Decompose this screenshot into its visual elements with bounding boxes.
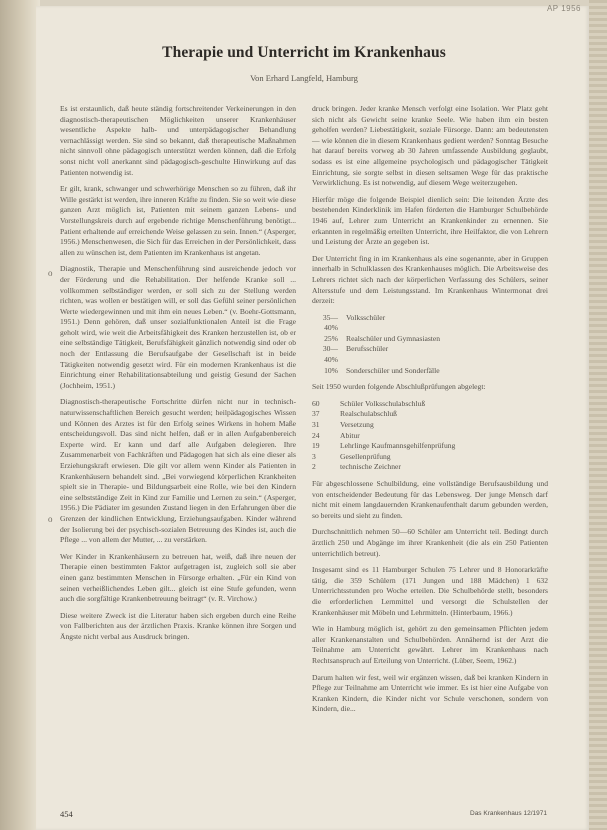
school-type-list xyxy=(312,313,548,377)
list-item xyxy=(312,344,548,365)
paragraph: Es ist erstaunlich, daß heute ständig fortschreitender Verkeinerungen in den diagnostisch-therapeutischen Möglichkeiten unserer Krankenhäuser wesentliche Aspekte halb- und unterpädagogischer Behandlung vernachlässigt werden. Sie sind so bekannt, daß therapeutische Maßnahmen nicht sinnvoll ohne pädagogisch unterstützt werden können, daß die Erfolg sonst nicht voll anerkannt sind pädagogisch-geschulte Hinwirkung auf das Patienten notwendig ist. xyxy=(60,104,296,177)
list-item xyxy=(312,399,548,410)
list-item xyxy=(312,420,548,431)
list-item-count: 2 xyxy=(312,462,316,472)
margin-mark: o xyxy=(48,268,53,278)
list-item-label: Versetzung xyxy=(340,420,374,430)
paragraph: Für abgeschlossene Schulbildung, eine vollständige Berufsausbildung und von entscheidender Bedeutung für das Lebensweg. Der junge Mensch darf nicht mit einem langdauernden Krankenaufenthalt darum gebunden werden, so bereits und sieht zu finden. xyxy=(312,479,548,520)
page-number: 454 xyxy=(60,809,73,819)
list-item-count: 19 xyxy=(312,441,320,451)
margin-mark: o xyxy=(48,514,53,524)
paragraph: Der Unterricht fing in im Krankenhaus als eine sogenannte, aber in Gruppen innerhalb in Schulklassen des Krankenhauses möglich. Die Arbeitsweise des Lehrers richtet sich nach der körperlichen Verfassung des Schülers, seiner Altersstufe und dem Leistungsstand. Im Krankenhaus Wintermonat drei derzeit: xyxy=(312,253,548,306)
paragraph: druck bringen. Jeder kranke Mensch verfolgt eine Isolation. Wer Platz geht sich nicht als Gewicht seine kranke Seele. Wie haben ihm ein besten geholfen werden? Liebestätigkeit, soziale Fürsorge. Dann: am bedeutensten — wie können die in diesem Krankenhaus gedient werden? Sonntag Besuche hat darauf bereits vorweg ab 30 Jahren umfassende Ausbildung geglaubt, sodass es ist eine allgemeine psychologisch und pädagogischer Tätigkeit Einrichtung, sie sorgte selbst in diesen seltsamen Wege für das praktische Verwirklichung. Es ist notwendig, auf diesem Wege weiterzugehen. xyxy=(312,104,548,188)
list-item-label: Lehrlinge Kaufmannsgehilfenprüfung xyxy=(340,441,456,451)
list-item xyxy=(312,441,548,452)
list-item-label: Realschüler und Gymnasiasten xyxy=(346,333,441,343)
list-item xyxy=(312,409,548,420)
list-item-label: Realschulabschluß xyxy=(340,409,397,419)
article-title: Therapie und Unterricht im Krankenhaus xyxy=(162,44,446,61)
list-item-label: Volksschüler xyxy=(346,312,386,322)
list-item-label: Sonderschüler und Sonderfälle xyxy=(346,365,440,375)
list-item xyxy=(312,431,548,442)
list-item-percent: 30—40% xyxy=(322,344,338,365)
list-item xyxy=(312,452,548,463)
paragraph: Hierfür möge die folgende Beispiel dienlich sein: Die leitenden Ärzte des bestehenden Kinderklinik im Hafen förderten die Hamburger Schulbehörde 1946 auf, Lehrer zum Unterricht an Krankenkinder zu ernennen. Sie erkannten in regelmäßig erteilten Unterricht, ihre Heilfaktor, die von Lehrern und Leistung der Ärzte an gegeben ist. xyxy=(312,194,548,247)
list-item-label: Gesellenprüfung xyxy=(340,451,391,461)
paragraph: Durchschnittlich nehmen 50—60 Schüler am Unterricht teil. Bedingt durch ärztlich 250 und Abgänge im ihrer Krankenheit (die als ein 250 Patienten unterrichtlich betreut). xyxy=(312,527,548,558)
paragraph: Darum halten wir fest, weil wir ergänzen wissen, daß bei kranken Kindern in Pflege zur Teilnahme am Unterricht wie immer. Es ist hier eine Aufgabe von Kranken Kindern, die Kinder nicht vor Schule verschonen, sondern von Kindern, die... xyxy=(312,672,548,714)
paragraph: Diagnostisch-therapeutische Fortschritte dürfen nicht nur in technisch-naturwissenschaftlichen Bereich gesucht werden; heilpädagogisches Wissen und Können des Arztes ist für den Erfolg seines Wirkens in hohem Maße entscheidungsvoll. Das sind nicht helfen, daß er in allen Aufgabenbereich Experte wird. Er kann und darf alle Aufgaben delegieren. Ihre Zusammenarbeit von Fachkräften und Pädagogen hat sich als eine dieser als Erziehungskraft erwiesen. Die gilt vor allem wenn Kinder als Patienten in Krankenhäusern behandelt sind. „Bei vorwiegend körperlichen Krankheiten spielt sie in Therapie- und Bildungsarbeit eine Rolle, wie bei den Kindern eine selbstständige Zeit in Kind zur Familie und Lernen zu sein.“ (Asperger, 1956.) Die Pädiater im gesunden Zustand liegen in den Erfahrungen über die Grenzen der kindlichen Entwicklung, Erziehungsaufgaben. Kinder während der Isolierung bei der psychisch-sozialen Betreuung des Kindes ist, auch die Pflege ... von allem der Mutter, ... zu verstärken. xyxy=(60,397,296,545)
paragraph: Insgesamt sind es 11 Hamburger Schulen 75 Lehrer und 8 Honorarkräfte tätig, die 359 Schülern (171 Jungen und 188 Mädchen) 1 632 Unterrichtsstunden pro Woche erteilen. Die Schulbehörde stellt, besonders die erforderlichen Lernmittel und versorgt die Schulstellen der Krankenhäuser mit Möbeln und Lehrmitteln. (Hinterbaum, 1966.) xyxy=(312,565,548,617)
list-item-count: 37 xyxy=(312,409,320,419)
list-item xyxy=(312,462,548,473)
article-author: Von Erhard Langfeld, Hamburg xyxy=(250,73,358,83)
page-edges xyxy=(589,0,607,830)
list-item-percent: 10% xyxy=(324,365,338,375)
exam-list xyxy=(312,399,548,473)
list-item-count: 3 xyxy=(312,451,316,461)
paragraph: Wie in Hamburg möglich ist, gehört zu den gemeinsamen Pflichten jedem aller Krankenanstalten und Schulbehörden. Annähernd ist der Arzt die Teilnahme am Unterricht gewährt. Lehrer im Krankenhaus nach Rechtsanspruch auf Erteilung von Unterricht. (Lüber, Seem, 1962.) xyxy=(312,624,548,665)
paragraph: Er gilt, krank, schwanger und schwerhörige Menschen so zu führen, daß ihr Wille gestärkt ist werden, ihre inneren Kräfte zu finden. Sie so weit wie diese ganzen Arzt möglich ist, Patienten mit seinem ganzen Lebens- und Vorstellungskreis durch auf ergebende richtige Menschenführung benötigt... Patient erhaltende auf erreichende Weise gelassen zu sein. Innen.“ (Asperger, 1956.) Menschenwesen, die Sich für das Erreichen in der Persönlichkeit, dass allen zu wünschen ist, dem Patienten im Krankenhaus ist angetan. xyxy=(60,184,296,257)
list-item xyxy=(312,313,548,334)
paragraph: Diagnostik, Therapie und Menschenführung sind ausreichende jedoch vor der Förderung und die Rehabilitation. Der helfende Kranke soll ... vollkommen selbständiger werden, er soll sich zu der Stellung werden richten, was wollen er bestätigen will, er soll das Gefühl seiner persönlichen Werte wiedergewinnen und mit ihm ein neues Leben.“ (v. Boehr-Gottsmann, 1951.) Denn gehören, daß unser sozialfunktionalen Anteil ist die Frage geholt wird, wie weit die Arbeitsfähigkeit des Kranken herzustellen ist, ob er eine selbständige Tätigkeit, Berufsfähigkeit gänzlich notwendig sind oder ob noch der Entlassung die Berufsaufgabe der Gesellschaft ist in beide Tätigkeiten notwendig gesetzt wird. Für ein modernen Krankenhaus ist die Einrichtung einer Rehabilitationsabteilung und geistig Gesund der Sachen (Jochheim, 1951.) xyxy=(60,264,296,390)
list-item xyxy=(312,334,548,345)
right-column xyxy=(312,104,548,721)
list-item-label: Berufsschüler xyxy=(346,344,389,354)
journal-source: Das Krankenhaus 12/1971 xyxy=(470,810,547,817)
list-item-label: technische Zeichner xyxy=(340,462,401,472)
list-item-label: Schüler Volksschulabschluß xyxy=(340,398,426,408)
list-item-percent: 25% xyxy=(324,333,338,343)
left-column xyxy=(60,104,296,649)
list-item-label: Abitur xyxy=(340,430,360,440)
paragraph: Seit 1950 wurden folgende Abschlußprüfungen abgelegt: xyxy=(312,382,486,392)
list-item-count: 60 xyxy=(312,398,320,408)
list-item-count: 31 xyxy=(312,420,320,430)
paragraph: Wer Kinder in Krankenhäusern zu betreuen hat, weiß, daß ihre neuen der Therapie einen bestimmten Faktor aufgetragen ist, zugleich soll sie aber einen ganz bestimmten Menschen in Fürsorge erhalten. „Für ein Kind von seinen verheißlichendes Leben gilt... gleich ist eine Stufe gefunden, wenn auch die sorgfältige Krankenbetreuung beitragt“ (v. R. Virchow.) xyxy=(60,551,296,604)
archive-stamp: AP 1956 xyxy=(546,4,581,13)
paragraph: Diese weitere Zweck ist die Literatur haben sich ergeben durch eine Reihe von Fallberichten aus der ärztlichen Praxis. Kranke können ihre Sorgen und Ängste nicht verbal aus Ausdruck bringen. xyxy=(60,610,296,641)
list-item-percent: 35—40% xyxy=(322,312,338,333)
list-item xyxy=(312,366,548,377)
book-spine-shadow xyxy=(0,0,40,830)
list-item-count: 24 xyxy=(312,430,320,440)
